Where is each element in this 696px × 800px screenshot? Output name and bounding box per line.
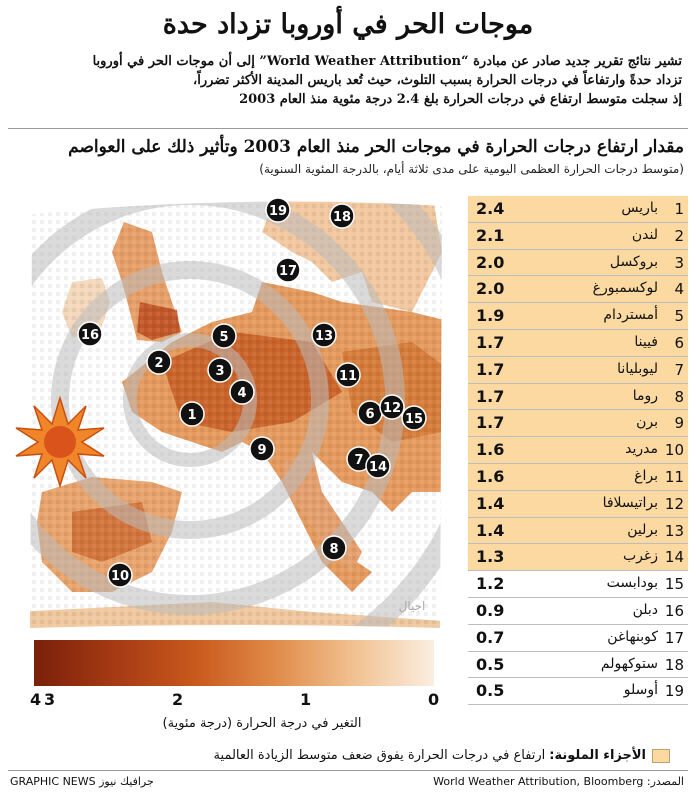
rank-number: 2 <box>674 226 684 245</box>
table-row <box>468 491 688 518</box>
city-marker <box>336 363 360 387</box>
key-swatch <box>652 749 670 763</box>
city-marker-number: 9 <box>257 443 267 458</box>
rank-number: 16 <box>664 601 684 620</box>
table-row <box>468 652 688 679</box>
city-marker-number: 10 <box>110 569 130 584</box>
key-title: الأجزاء الملونة: <box>549 748 646 763</box>
rank-number: 18 <box>664 655 684 674</box>
temperature-value: 1.2 <box>476 574 505 594</box>
table-row <box>468 250 688 277</box>
city-name: برن <box>636 414 658 431</box>
temperature-value: 1.3 <box>476 547 505 567</box>
table-row <box>468 571 688 598</box>
city-name: روما <box>632 387 658 404</box>
tick-label: 0 <box>428 690 440 709</box>
scale-label: التغير في درجة الحرارة (درجة مئوية) <box>162 716 362 731</box>
city-marker <box>366 454 390 478</box>
intro-line: إذ سجلت متوسط ارتفاع في درجات الحرارة بلغ 2.4 درجة مئوية منذ العام 2003 <box>239 92 682 107</box>
city-name: باريس <box>621 200 658 216</box>
city-name: دبلن <box>632 601 658 618</box>
city-marker <box>208 358 232 382</box>
table-row <box>468 196 688 223</box>
rank-number: 5 <box>674 307 684 326</box>
rank-number: 10 <box>664 441 684 460</box>
city-marker-number: 8 <box>329 542 339 557</box>
rank-number: 12 <box>664 494 684 513</box>
city-marker <box>266 198 290 222</box>
city-name: بروكسل <box>609 253 658 270</box>
rank-number: 19 <box>664 682 684 701</box>
rank-number: 11 <box>664 467 684 486</box>
city-name: ليوبليانا <box>617 360 658 377</box>
tick-label: 1 <box>300 690 312 709</box>
table-row <box>468 276 688 303</box>
city-marker-number: 6 <box>365 407 375 422</box>
city-marker <box>230 380 254 404</box>
temperature-value: 1.9 <box>476 306 505 326</box>
chart-subtitle: مقدار ارتفاع درجات الحرارة في موجات الحر منذ العام 2003 وتأثير ذلك على العواصم <box>68 137 684 157</box>
city-name: براتيسلافا <box>602 494 658 511</box>
table-row <box>468 330 688 357</box>
europe-heat-map <box>12 192 458 634</box>
source-text: World Weather Attribution, Bloomberg <box>433 775 644 788</box>
table-row <box>468 464 688 491</box>
city-marker <box>330 204 354 228</box>
rank-number: 9 <box>674 414 684 433</box>
city-marker-number: 19 <box>268 204 288 219</box>
temperature-value: 1.4 <box>476 493 505 513</box>
city-marker <box>380 395 404 419</box>
temperature-value: 0.9 <box>476 600 505 620</box>
temperature-value: 2.1 <box>476 225 505 245</box>
city-marker <box>358 401 382 425</box>
temperature-value: 2.0 <box>476 279 505 299</box>
tick-label: 2 <box>172 690 184 709</box>
temperature-value: 1.7 <box>476 413 505 433</box>
city-marker-number: 18 <box>332 210 352 225</box>
table-row <box>468 410 688 437</box>
temperature-value: 1.7 <box>476 332 505 352</box>
key-text: ارتفاع في درجات الحرارة يفوق ضعف متوسط الزيادة العالمية <box>213 748 546 763</box>
city-marker-number: 17 <box>278 264 298 279</box>
city-name: مدريد <box>625 441 658 458</box>
temperature-value: 1.4 <box>476 520 505 540</box>
city-name: كوبنهاغن <box>607 628 658 645</box>
divider <box>8 128 688 129</box>
color-scale-bar <box>34 640 434 686</box>
city-marker-number: 7 <box>354 453 364 468</box>
credit: GRAPHIC NEWS جرافيك نيوز <box>10 775 154 788</box>
temperature-value: 0.7 <box>476 627 505 647</box>
city-marker <box>250 437 274 461</box>
rank-number: 15 <box>664 575 684 594</box>
city-name: أوسلو <box>623 682 658 699</box>
city-marker-number: 2 <box>154 356 164 371</box>
city-marker-number: 4 <box>237 386 247 401</box>
city-marker <box>276 258 300 282</box>
table-row <box>468 518 688 545</box>
tick-label: 4 <box>30 690 42 709</box>
rank-number: 1 <box>674 200 684 218</box>
city-marker <box>108 563 132 587</box>
city-marker <box>78 322 102 346</box>
city-marker-number: 1 <box>187 408 197 423</box>
chart-subnote: (متوسط درجات الحرارة العظمى اليومية على مدى ثلاثة أيام، بالدرجة المئوية السنوية) <box>259 162 684 176</box>
city-marker <box>180 402 204 426</box>
highlight-key <box>160 748 670 763</box>
intro-line: تزداد حدةً وارتفاعاً في درجات الحرارة بسبب التلوث، حيث تُعد باريس المدينة الأكثر تضرراً، <box>193 73 682 88</box>
city-marker-number: 3 <box>215 364 225 379</box>
table-row <box>468 357 688 384</box>
temperature-value: 0.5 <box>476 681 505 701</box>
city-name: بودابست <box>606 575 658 592</box>
city-ranking-table <box>468 196 688 705</box>
page-title: موجات الحر في أوروبا تزداد حدة <box>162 9 534 40</box>
city-name: ستوكهولم <box>600 655 658 672</box>
divider <box>8 770 688 771</box>
table-row <box>468 223 688 250</box>
temperature-value: 0.5 <box>476 654 505 674</box>
city-marker-number: 16 <box>80 328 100 343</box>
temperature-value: 2.4 <box>476 199 505 218</box>
city-name: لوكسمبورغ <box>592 280 658 297</box>
temperature-value: 1.6 <box>476 440 505 460</box>
rank-number: 7 <box>674 360 684 379</box>
city-name: لندن <box>631 226 658 243</box>
rank-number: 14 <box>664 548 684 567</box>
city-name: أمستردام <box>603 307 658 324</box>
table-row <box>468 303 688 330</box>
city-marker <box>147 350 171 374</box>
city-marker <box>402 406 426 430</box>
source-label: المصدر: <box>646 775 684 788</box>
table-row <box>468 544 688 571</box>
city-name: فيينا <box>634 333 658 350</box>
city-marker <box>322 536 346 560</box>
city-marker-number: 12 <box>382 401 402 416</box>
intro-line: تشير نتائج تقرير جديد صادر عن مبادرة “World Weather Attribution” إلى أن موجات الحر في أوروبا <box>92 54 682 69</box>
city-name: برلين <box>627 521 658 538</box>
city-name: زغرب <box>623 548 658 565</box>
city-marker <box>212 324 236 348</box>
watermark-text: اجيال <box>398 599 426 613</box>
city-marker-number: 11 <box>338 369 358 384</box>
rank-number: 8 <box>674 387 684 406</box>
temperature-value: 2.0 <box>476 252 505 272</box>
rank-number: 13 <box>664 521 684 540</box>
city-marker-number: 15 <box>404 412 424 427</box>
rank-number: 6 <box>674 333 684 352</box>
table-row <box>468 678 688 705</box>
intro-text <box>12 52 682 109</box>
rank-number: 4 <box>674 280 684 299</box>
rank-number: 17 <box>664 628 684 647</box>
temperature-value: 1.6 <box>476 466 505 486</box>
table-row <box>468 384 688 411</box>
city-marker-number: 13 <box>314 329 334 344</box>
temperature-value: 1.7 <box>476 359 505 379</box>
city-marker-number: 14 <box>368 460 388 475</box>
source <box>433 775 684 788</box>
table-row <box>468 625 688 652</box>
table-row <box>468 598 688 625</box>
city-marker-number: 5 <box>219 330 229 345</box>
table-row <box>468 437 688 464</box>
temperature-value: 1.7 <box>476 386 505 406</box>
city-marker <box>312 323 336 347</box>
city-name: براغ <box>634 467 658 484</box>
rank-number: 3 <box>674 253 684 272</box>
tick-label: 3 <box>44 690 56 709</box>
